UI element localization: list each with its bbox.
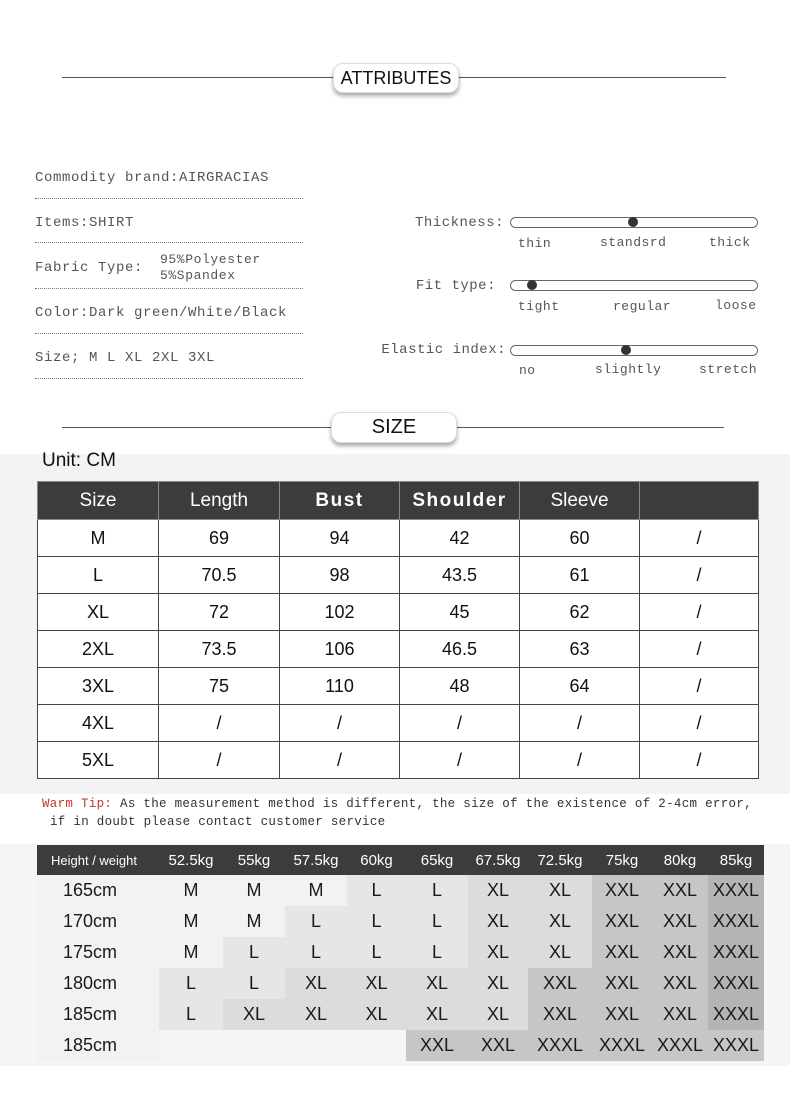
fit-slider	[510, 280, 758, 291]
row-height: 185cm	[37, 999, 159, 1030]
cell-extra: /	[640, 520, 759, 557]
cell-bust: /	[280, 705, 400, 742]
table-row	[37, 875, 764, 906]
rec-cell: XXL	[652, 968, 708, 999]
rec-cell: XXL	[652, 875, 708, 906]
tick-thick: thick	[709, 235, 751, 250]
col-weight: 65kg	[406, 845, 468, 875]
attr-brand: Commodity brand:AIRGRACIAS	[35, 170, 270, 186]
rec-cell: XXL	[652, 906, 708, 937]
rec-cell: XXXL	[592, 1030, 652, 1061]
col-weight: 52.5kg	[159, 845, 223, 875]
size-table	[37, 481, 759, 779]
unit-label: Unit: CM	[42, 450, 116, 471]
warm-tip-label: Warm Tip:	[42, 797, 113, 811]
cell-size: 3XL	[38, 668, 159, 705]
cell-shoulder: /	[400, 742, 520, 779]
fabric-value-2: 5%Spandex	[160, 268, 236, 283]
cell-bust: 98	[280, 557, 400, 594]
rec-cell: XXL	[406, 1030, 468, 1061]
tick-slightly: slightly	[595, 362, 662, 377]
cell-extra: /	[640, 668, 759, 705]
warm-tip	[42, 795, 782, 831]
tick-loose: loose	[715, 298, 757, 313]
rec-table-header	[37, 845, 764, 875]
cell-extra: /	[640, 594, 759, 631]
col-weight: 72.5kg	[528, 845, 592, 875]
attr-separator	[35, 198, 303, 199]
cell-extra: /	[640, 631, 759, 668]
tick-regular: regular	[613, 299, 672, 314]
cell-bust: 106	[280, 631, 400, 668]
table-row	[37, 937, 764, 968]
attributes-divider-right	[458, 77, 726, 78]
table-row	[37, 906, 764, 937]
rec-cell: L	[347, 937, 406, 968]
attr-color: Color:Dark green/White/Black	[35, 305, 288, 321]
col-length: Length	[159, 482, 280, 520]
attr-separator	[35, 242, 303, 243]
rec-cell: XL	[406, 999, 468, 1030]
attr-separator	[35, 288, 303, 289]
attr-size: Size; M L XL 2XL 3XL	[35, 350, 216, 366]
rec-cell: XL	[285, 999, 347, 1030]
rec-cell: XL	[285, 968, 347, 999]
rec-cell: L	[223, 968, 285, 999]
size-divider-right	[456, 427, 724, 428]
rec-cell: XL	[468, 999, 528, 1030]
rec-cell: M	[159, 937, 223, 968]
col-weight: 60kg	[347, 845, 406, 875]
cell-shoulder: 48	[400, 668, 520, 705]
cell-shoulder: 45	[400, 594, 520, 631]
rec-cell: XL	[468, 968, 528, 999]
rec-cell: L	[285, 906, 347, 937]
cell-bust: 102	[280, 594, 400, 631]
rec-cell: L	[159, 999, 223, 1030]
attr-fabric-values	[160, 252, 261, 284]
rec-cell: M	[223, 906, 285, 937]
cell-length: /	[159, 705, 280, 742]
attr-items: Items:SHIRT	[35, 215, 135, 231]
rec-cell: XL	[347, 999, 406, 1030]
cell-sleeve: 62	[520, 594, 640, 631]
col-extra	[640, 482, 759, 520]
size-title: SIZE	[331, 412, 457, 443]
table-row	[38, 557, 759, 594]
rec-cell: XXL	[592, 906, 652, 937]
cell-extra: /	[640, 557, 759, 594]
rec-cell: XXXL	[708, 937, 764, 968]
row-height: 180cm	[37, 968, 159, 999]
rec-cell: M	[159, 875, 223, 906]
rec-cell: XL	[468, 875, 528, 906]
rec-cell: XL	[528, 875, 592, 906]
height-weight-table	[37, 845, 764, 1061]
rec-cell: XL	[468, 906, 528, 937]
table-row	[38, 631, 759, 668]
table-row	[38, 520, 759, 557]
cell-bust: /	[280, 742, 400, 779]
cell-shoulder: /	[400, 705, 520, 742]
rec-cell	[347, 1030, 406, 1061]
rec-cell	[159, 1030, 223, 1061]
tick-tight: tight	[518, 299, 560, 314]
rec-cell: XXXL	[708, 1030, 764, 1061]
table-row	[38, 742, 759, 779]
attributes-title: ATTRIBUTES	[333, 63, 459, 93]
col-weight: 67.5kg	[468, 845, 528, 875]
warm-tip-text: As the measurement method is different, the size of the existence of 2-4cm error,	[112, 797, 752, 811]
cell-extra: /	[640, 742, 759, 779]
table-row	[37, 999, 764, 1030]
slider-label-fit: Fit type:	[415, 278, 496, 294]
rec-cell: XXL	[468, 1030, 528, 1061]
rec-cell: L	[223, 937, 285, 968]
cell-length: 73.5	[159, 631, 280, 668]
cell-size: M	[38, 520, 159, 557]
rec-cell: XXL	[592, 999, 652, 1030]
cell-sleeve: 64	[520, 668, 640, 705]
rec-cell: L	[347, 906, 406, 937]
col-weight: 57.5kg	[285, 845, 347, 875]
rec-cell: XXXL	[528, 1030, 592, 1061]
col-shoulder: Shoulder	[400, 482, 520, 520]
slider-label-elastic: Elastic index:	[381, 342, 506, 358]
rec-cell	[223, 1030, 285, 1061]
row-height: 170cm	[37, 906, 159, 937]
elastic-slider	[510, 345, 758, 356]
cell-length: 72	[159, 594, 280, 631]
rec-cell: XXXL	[708, 906, 764, 937]
cell-length: 75	[159, 668, 280, 705]
rec-cell: XXL	[592, 937, 652, 968]
rec-cell: L	[159, 968, 223, 999]
rec-cell: XL	[528, 937, 592, 968]
col-weight: 55kg	[223, 845, 285, 875]
rec-cell: L	[406, 875, 468, 906]
rec-cell: XXXL	[708, 968, 764, 999]
attr-separator	[35, 378, 303, 379]
cell-sleeve: 60	[520, 520, 640, 557]
rec-cell: XXXL	[708, 999, 764, 1030]
rec-cell: XXL	[592, 875, 652, 906]
rec-cell: L	[406, 906, 468, 937]
attributes-divider-left	[62, 77, 334, 78]
warm-tip-text-2: if in doubt please contact customer service	[50, 815, 386, 829]
cell-shoulder: 46.5	[400, 631, 520, 668]
col-size: Size	[38, 482, 159, 520]
row-height: 165cm	[37, 875, 159, 906]
rec-cell	[285, 1030, 347, 1061]
attr-separator	[35, 333, 303, 334]
cell-bust: 110	[280, 668, 400, 705]
tick-no: no	[519, 363, 536, 378]
rec-cell: M	[159, 906, 223, 937]
cell-length: 70.5	[159, 557, 280, 594]
table-row	[38, 668, 759, 705]
rec-cell: L	[285, 937, 347, 968]
rec-cell: M	[223, 875, 285, 906]
tick-standard: standsrd	[600, 235, 667, 250]
col-sleeve: Sleeve	[520, 482, 640, 520]
rec-cell: L	[347, 875, 406, 906]
tick-stretch: stretch	[699, 362, 758, 377]
cell-sleeve: /	[520, 705, 640, 742]
rec-cell: XL	[406, 968, 468, 999]
cell-sleeve: 63	[520, 631, 640, 668]
row-height: 175cm	[37, 937, 159, 968]
cell-sleeve: /	[520, 742, 640, 779]
thickness-knob	[628, 217, 638, 227]
rec-cell: XXL	[652, 999, 708, 1030]
attr-fabric-label: Fabric Type:	[35, 260, 144, 276]
table-row	[37, 968, 764, 999]
size-divider-left	[62, 427, 332, 428]
rec-cell: M	[285, 875, 347, 906]
col-weight: 75kg	[592, 845, 652, 875]
cell-length: 69	[159, 520, 280, 557]
cell-size: L	[38, 557, 159, 594]
size-table-header	[38, 482, 759, 520]
table-row	[38, 594, 759, 631]
slider-label-thickness: Thickness:	[414, 215, 504, 231]
fabric-value-1: 95%Polyester	[160, 252, 261, 267]
rec-cell: XL	[223, 999, 285, 1030]
col-height-weight: Height / weight	[37, 845, 159, 875]
row-height: 185cm	[37, 1030, 159, 1061]
rec-cell: XL	[468, 937, 528, 968]
cell-size: 2XL	[38, 631, 159, 668]
cell-length: /	[159, 742, 280, 779]
cell-bust: 94	[280, 520, 400, 557]
rec-cell: L	[406, 937, 468, 968]
rec-cell: XXL	[652, 937, 708, 968]
rec-cell: XXXL	[708, 875, 764, 906]
col-bust: Bust	[280, 482, 400, 520]
cell-sleeve: 61	[520, 557, 640, 594]
rec-cell: XXL	[528, 968, 592, 999]
cell-shoulder: 42	[400, 520, 520, 557]
table-row	[37, 1030, 764, 1061]
cell-size: XL	[38, 594, 159, 631]
rec-cell: XXL	[592, 968, 652, 999]
rec-cell: XL	[347, 968, 406, 999]
rec-cell: XL	[528, 906, 592, 937]
tick-thin: thin	[518, 236, 552, 251]
cell-extra: /	[640, 705, 759, 742]
cell-size: 5XL	[38, 742, 159, 779]
cell-shoulder: 43.5	[400, 557, 520, 594]
elastic-knob	[621, 345, 631, 355]
cell-size: 4XL	[38, 705, 159, 742]
rec-cell: XXL	[528, 999, 592, 1030]
col-weight: 85kg	[708, 845, 764, 875]
col-weight: 80kg	[652, 845, 708, 875]
rec-cell: XXXL	[652, 1030, 708, 1061]
table-row	[38, 705, 759, 742]
